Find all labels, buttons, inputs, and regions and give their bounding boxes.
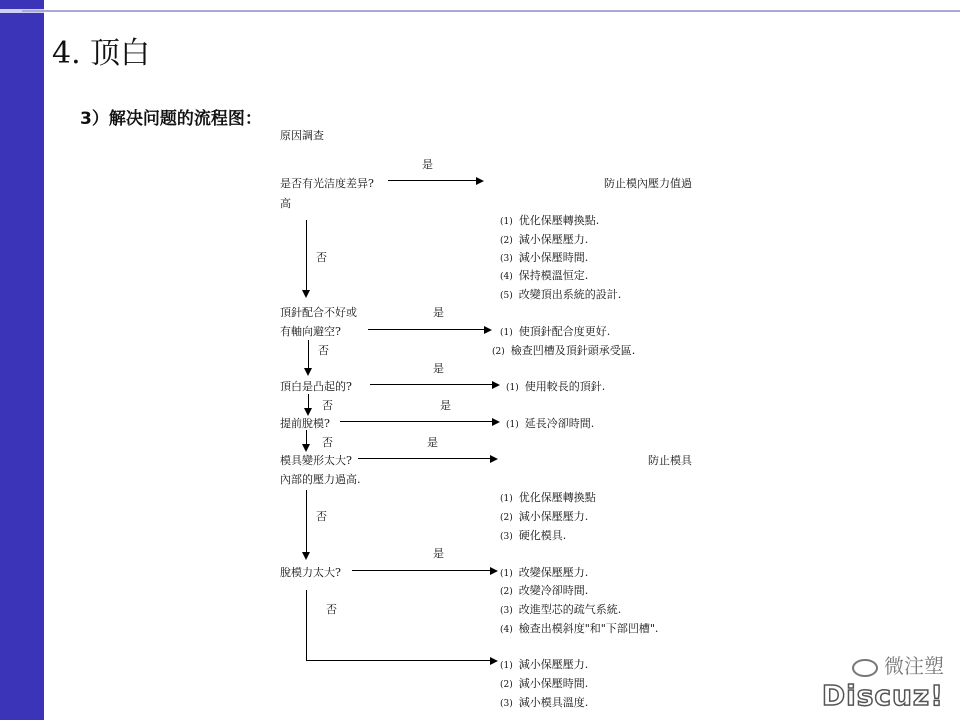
q6-no-label: 否 xyxy=(326,603,337,616)
q1-no-line xyxy=(306,220,307,292)
q2-yes-arrowhead xyxy=(484,326,492,334)
s1-item: (2) 減小保壓壓力. xyxy=(500,233,589,246)
s6-item: (3) 改進型芯的疏气系統. xyxy=(500,603,622,616)
slide-sidebar xyxy=(0,0,44,720)
q6-yes-label: 是 xyxy=(433,547,444,560)
watermark-en: Discuz! xyxy=(821,679,944,712)
s3-item: (1) 使用較長的頂針. xyxy=(506,380,606,393)
header-rule xyxy=(22,10,960,12)
q3-yes-arrowhead xyxy=(492,381,500,389)
q3-text: 頂白是凸起的? xyxy=(280,380,352,393)
q6-yes-arrowhead xyxy=(490,567,498,575)
q4-yes-label: 是 xyxy=(440,399,451,412)
q2-text-cont: 有軸向避空? xyxy=(280,325,341,338)
q4-no-label: 否 xyxy=(322,436,333,449)
watermark-cn: 微注塑 xyxy=(822,650,944,679)
q5-yes-line xyxy=(358,458,490,459)
wechat-icon xyxy=(852,659,878,677)
s2-item: (1) 使頂針配合度更好. xyxy=(500,325,611,338)
s1-item: (1) 优化保壓轉換點. xyxy=(500,214,600,227)
q5-text: 模具變形太大? xyxy=(280,454,352,467)
q2-text: 頂針配合不好或 xyxy=(280,306,357,319)
s7-item: (2) 減小保壓時間. xyxy=(500,677,589,690)
q4-yes-arrowhead xyxy=(492,418,500,426)
s5-item: (1) 优化保壓轉換點 xyxy=(500,491,596,504)
q3-yes-label: 是 xyxy=(433,362,444,375)
s5-item: (2) 減小保壓壓力. xyxy=(500,510,589,523)
q5-result: 防止模具 xyxy=(648,454,692,467)
s1-item: (4) 保持模溫恒定. xyxy=(500,269,589,282)
s1-item: (3) 減小保壓時間. xyxy=(500,251,589,264)
q6-no-arrowhead xyxy=(490,657,498,665)
q6-no-elbow xyxy=(306,660,490,661)
q5-yes-label: 是 xyxy=(427,436,438,449)
q2-no-line xyxy=(308,340,309,370)
q1-yes-label: 是 xyxy=(422,158,433,171)
q6-yes-line xyxy=(352,570,490,571)
q3-yes-line xyxy=(370,384,492,385)
q2-no-label: 否 xyxy=(318,344,329,357)
q2-yes-label: 是 xyxy=(433,306,444,319)
slide-title: 4. 顶白 xyxy=(52,36,151,71)
q6-no-line xyxy=(306,590,307,660)
q5-no-arrowhead xyxy=(302,552,310,560)
s6-item: (1) 改變保壓壓力. xyxy=(500,566,589,579)
s7-item: (3) 減小模具溫度. xyxy=(500,696,589,709)
q6-text: 脫模力太大? xyxy=(280,566,341,579)
s6-item: (2) 改變冷卻時間. xyxy=(500,584,589,597)
q4-text: 提前脫模? xyxy=(280,417,330,430)
q1-no-label: 否 xyxy=(316,251,327,264)
q2-no-arrowhead xyxy=(304,368,312,376)
q1-no-arrowhead xyxy=(302,290,310,298)
slide-subtitle: 3）解决问题的流程图： xyxy=(80,109,262,129)
q1-text: 是否有光洁度差异? xyxy=(280,177,374,190)
q5-text-cont: 內部的壓力過高. xyxy=(280,473,361,486)
q5-no-label: 否 xyxy=(316,510,327,523)
s4-item: (1) 延長冷卻時間. xyxy=(506,417,595,430)
watermark xyxy=(822,650,944,712)
s5-item: (3) 硬化模具. xyxy=(500,529,567,542)
s7-item: (1) 減小保壓壓力. xyxy=(500,658,589,671)
q4-yes-line xyxy=(340,421,492,422)
q1-text-cont: 高 xyxy=(280,197,291,210)
q5-no-line xyxy=(306,490,307,554)
q4-no-arrowhead xyxy=(302,444,310,452)
q1-yes-arrowhead xyxy=(476,177,484,185)
q1-result: 防止模內壓力值過 xyxy=(604,177,692,190)
q2-yes-line xyxy=(368,329,484,330)
s6-item: (4) 檢查出模斜度"和"下部凹槽". xyxy=(500,622,659,635)
q3-no-label: 否 xyxy=(322,399,333,412)
flow-header: 原因調查 xyxy=(280,129,324,142)
s1-item: (5) 改變頂出系統的設計. xyxy=(500,288,622,301)
s2-item: (2) 檢查凹槽及頂針頭承受區. xyxy=(492,344,636,357)
q5-yes-arrowhead xyxy=(490,455,498,463)
q1-yes-line xyxy=(388,180,476,181)
